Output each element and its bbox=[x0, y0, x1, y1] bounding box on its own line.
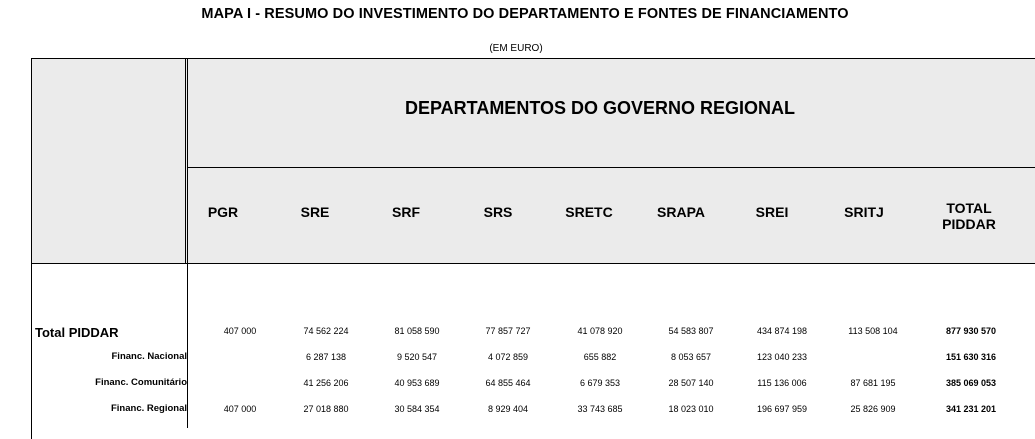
currency-unit: (EM EURO) bbox=[489, 43, 543, 54]
col-header-srf: SRF bbox=[392, 204, 420, 220]
table-cell: 151 630 316 bbox=[945, 352, 997, 362]
col-header-srei: SREI bbox=[755, 204, 789, 220]
label-column-divider-inner bbox=[185, 58, 186, 263]
table-cell: 407 000 bbox=[223, 404, 257, 414]
table-cell: 9 520 547 bbox=[396, 352, 438, 362]
table-cell: 28 507 140 bbox=[668, 378, 714, 388]
table-cell: 40 953 689 bbox=[394, 378, 440, 388]
table-cell: 341 231 201 bbox=[945, 404, 997, 414]
row-label-comunitario: Financ. Comunitário bbox=[95, 377, 187, 388]
table-cell: 6 287 138 bbox=[305, 352, 347, 362]
table-cell: 877 930 570 bbox=[945, 326, 997, 336]
table-cell: 8 929 404 bbox=[487, 404, 529, 414]
table-cell: 434 874 198 bbox=[756, 326, 808, 336]
header-separator bbox=[188, 167, 1035, 168]
row-label-regional: Financ. Regional bbox=[110, 403, 187, 414]
table-cell: 64 855 464 bbox=[485, 378, 531, 388]
table-cell: 41 078 920 bbox=[577, 326, 623, 336]
col-header-sritj: SRITJ bbox=[844, 204, 884, 220]
col-header-total: TOTAL PIDDAR bbox=[942, 200, 996, 232]
table-cell: 123 040 233 bbox=[756, 352, 808, 362]
table-cell: 87 681 195 bbox=[850, 378, 896, 388]
table-cell: 6 679 353 bbox=[579, 378, 621, 388]
col-header-pgr: PGR bbox=[207, 204, 239, 220]
table-cell: 4 072 859 bbox=[487, 352, 529, 362]
table-cell: 8 053 657 bbox=[670, 352, 712, 362]
table-cell: 385 069 053 bbox=[945, 378, 997, 388]
table-cell: 113 508 104 bbox=[848, 326, 898, 336]
table-cell: 74 562 224 bbox=[303, 326, 349, 336]
document-title: MAPA I - RESUMO DO INVESTIMENTO DO DEPARTAMENTO E FONTES DE FINANCIAMENTO bbox=[201, 6, 849, 22]
table-cell: 77 857 727 bbox=[485, 326, 531, 336]
table-cell: 18 023 010 bbox=[668, 404, 714, 414]
table-cell: 41 256 206 bbox=[303, 378, 349, 388]
col-header-srs: SRS bbox=[483, 204, 513, 220]
table-cell: 407 000 bbox=[223, 326, 257, 336]
table-cell: 30 584 354 bbox=[394, 404, 440, 414]
table-cell: 81 058 590 bbox=[394, 326, 440, 336]
col-header-srapa: SRAPA bbox=[657, 204, 705, 220]
col-header-sre: SRE bbox=[300, 204, 330, 220]
table-cell: 33 743 685 bbox=[577, 404, 623, 414]
table-cell: 25 826 909 bbox=[850, 404, 896, 414]
department-group-header: DEPARTAMENTOS DO GOVERNO REGIONAL bbox=[404, 98, 796, 118]
row-label-total: Total PIDDAR bbox=[35, 325, 119, 340]
col-header-sretc: SRETC bbox=[565, 204, 613, 220]
table-cell: 196 697 959 bbox=[756, 404, 808, 414]
table-cell: 115 136 006 bbox=[757, 378, 807, 388]
table-cell: 54 583 807 bbox=[668, 326, 714, 336]
row-label-nacional: Financ. Nacional bbox=[111, 351, 187, 362]
table-cell: 27 018 880 bbox=[303, 404, 349, 414]
table-cell: 655 882 bbox=[583, 352, 617, 362]
